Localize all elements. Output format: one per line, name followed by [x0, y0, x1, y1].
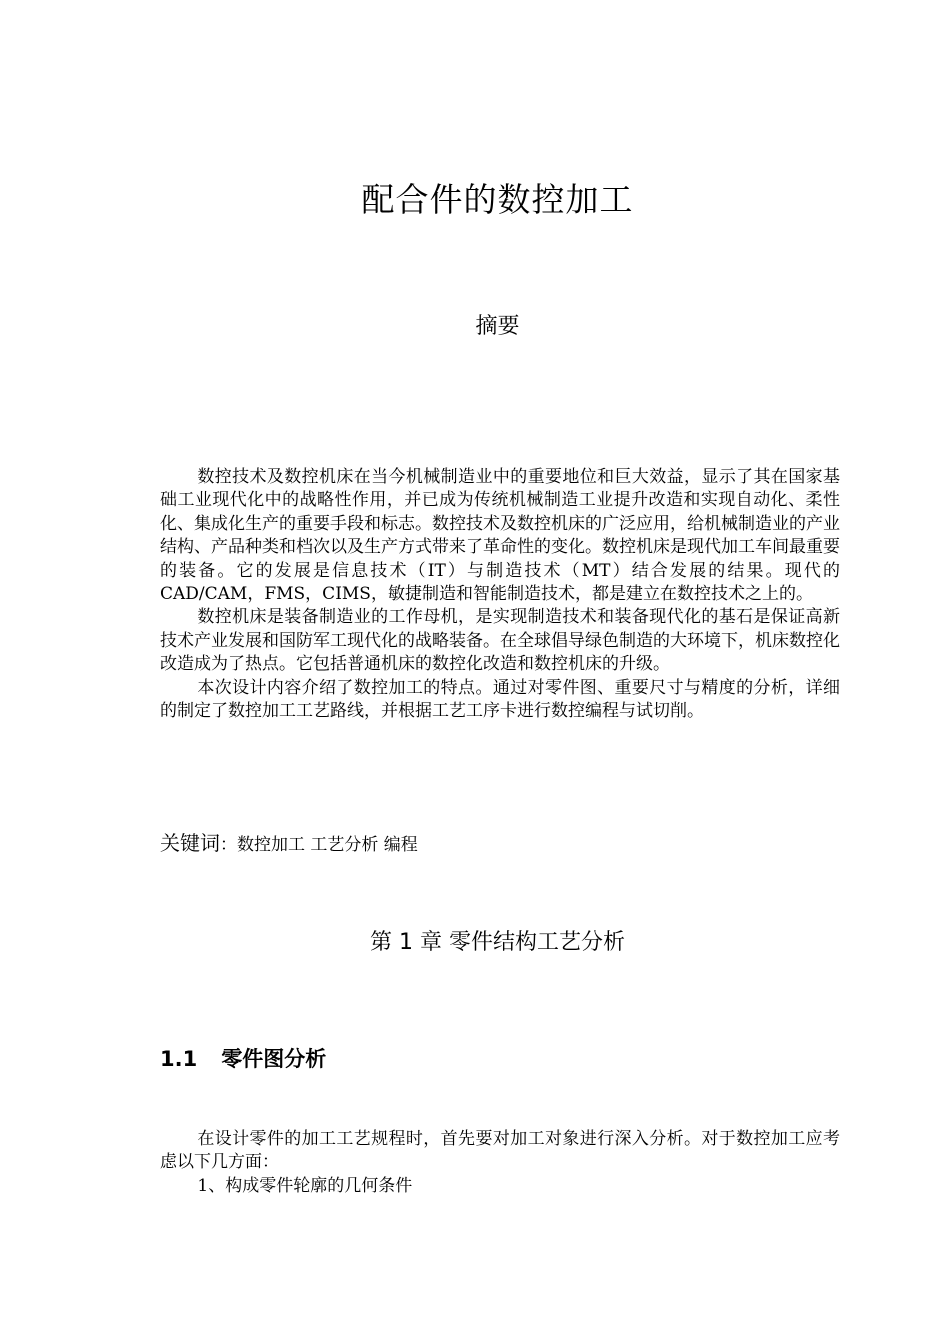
section-list-item-1: 1、构成零件轮廓的几何条件 — [197, 1175, 413, 1196]
abstract-paragraph-3: 本次设计内容介绍了数控加工的特点。通过对零件图、重要尺寸与精度的分析，详细的制定了数控加工工艺路线，并根据工艺工序卡进行数控编程与试切削。 — [160, 677, 840, 722]
chapter-heading: 第 1 章 零件结构工艺分析 — [370, 930, 625, 955]
section-paragraph-1: 在设计零件的加工工艺规程时，首先要对加工对象进行深入分析。对于数控加工应考虑以下几方面： — [160, 1129, 840, 1173]
keywords-colon: ： — [220, 835, 237, 855]
abstract-body — [160, 466, 840, 723]
document-title: 配合件的数控加工 — [361, 180, 634, 219]
section-heading — [160, 1044, 326, 1074]
section-number: 1.1 — [160, 1047, 198, 1071]
section-body — [160, 1128, 840, 1198]
keywords-label: 关键词 — [160, 831, 220, 855]
section-title: 零件图分析 — [221, 1047, 327, 1071]
abstract-paragraph-2: 数控机床是装备制造业的工作母机，是实现制造技术和装备现代化的基石是保证高新技术产业发展和国防军工现代化的战略装备。在全球倡导绿色制造的大环境下，机床数控化改造成为了热点。它包括普通机床的数控化改造和数控机床的升级。 — [160, 607, 840, 675]
keywords-line — [160, 828, 840, 860]
keywords-text: 数控加工 工艺分析 编程 — [237, 835, 418, 855]
abstract-heading: 摘要 — [475, 314, 520, 339]
abstract-paragraph-1: 数控技术及数控机床在当今机械制造业中的重要地位和巨大效益，显示了其在国家基础工业现代化中的战略性作用，并已成为传统机械制造工业提升改造和实现自动化、柔性化、集成化生产的重要手段和标志。数控技术及数控机床的广泛应用，给机械制造业的产业结构、产品种类和档次以及生产方式带来了革命性的变化。数控机床是现代加工车间最重要的装备。它的发展是信息技术（IT）与制造技术（MT）结合发展的结果。现代的CAD/CAM，FMS，CIMS，敏捷制造和智能制造技术，都是建立在数控技术之上的。 — [160, 467, 840, 605]
